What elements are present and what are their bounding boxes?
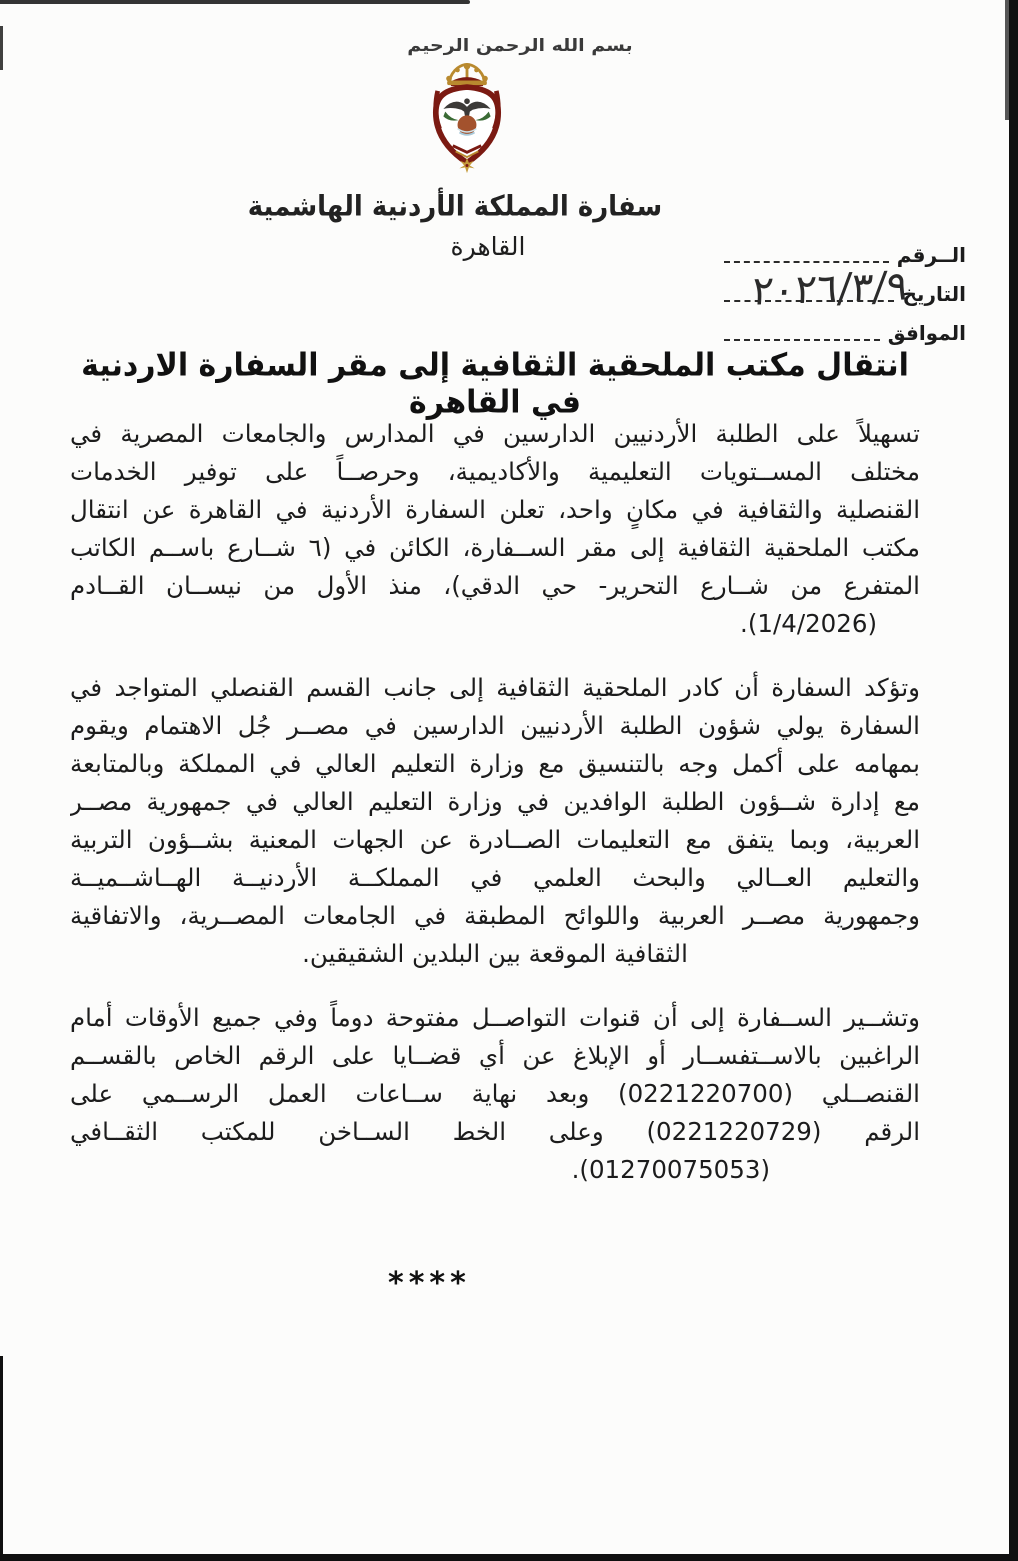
paragraph-3 [70,999,920,1189]
body [70,415,920,1215]
text-line: والتعليم العــالي والبحث العلمي في المملكــة الأردنيــة الهــاشــميــة [70,863,920,892]
text-line: (1/4/2026). [740,609,877,638]
reference-number-row [724,243,966,267]
scan-edge-left-bottom [0,1356,3,1561]
handwritten-date: ٢٠٢٦/٣/٩ [750,263,910,315]
reference-corresponding-blank-line [724,339,880,341]
text-line: القنصلية والثقافية في مكانٍ واحد، تعلن السفارة الأردنية في القاهرة عن انتقال [70,495,920,524]
reference-number-blank-line [724,261,889,263]
text-line: مختلف المســتويات التعليمية والأكاديمية، وحرصــاً على توفير الخدمات [70,457,920,486]
scan-edge-top [0,0,470,4]
text-line: بمهامه على أكمل وجه بالتنسيق مع وزارة التعليم العالي في المملكة وبالمتابعة [70,749,920,778]
city-label: القاهرة [450,232,526,261]
letterhead [0,36,1018,261]
text-line: وتؤكد السفارة أن كادر الملحقية الثقافية إلى جانب القسم القنصلي المتواجد في [70,673,920,702]
text-line: المتفرع من شــارع التحرير- حي الدقي)، منذ الأول من نيســان القــادم [70,571,920,600]
reference-number-label: الــرقم [896,243,966,267]
text-line: السفارة يولي شؤون الطلبة الأردنيين الدارسين في مصــر جُل الاهتمام ويقوم [70,711,920,740]
reference-block [724,243,966,360]
embassy-name-calligraphy: سفارة المملكة الأردنية الهاشمية [247,190,663,224]
text-line: تسهيلاً على الطلبة الأردنيين الدارسين في المدارس والجامعات المصرية في [70,419,920,448]
paragraph-1 [70,415,920,643]
reference-corresponding-label: الموافق [887,321,966,345]
text-line: الثقافية الموقعة بين البلدين الشقيقين. [302,939,688,968]
document-title: انتقال مكتب الملحقية الثقافية إلى مقر السفارة الاردنية في القاهرة [81,347,909,421]
reference-corresponding-row [724,321,966,345]
reference-date-label: التاريخ [902,282,966,306]
footer-separator: **** [388,1266,471,1301]
text-line: العربية، وبما يتفق مع التعليمات الصــادرة عن الجهات المعنية بشــؤون التربية [70,825,920,854]
text-line: (01270075053). [571,1155,770,1184]
text-line: وتشــير الســفارة إلى أن قنوات التواصــل مفتوحة دوماً وفي جميع الأوقات أمام [70,1003,920,1032]
text-line: الراغبين بالاســتفســار أو الإبلاغ عن أي قضــايا على الرقم الخاص بالقســم [70,1041,920,1070]
text-line: مع إدارة شــؤون الطلبة الوافدين في وزارة التعليم العالي في جمهورية مصــر [70,787,920,816]
text-line: القنصــلي (0221220700) وبعد نهاية ســاعات العمل الرســمي على [70,1079,920,1108]
bismillah-calligraphy: بسم الله الرحمن الرحيم [407,36,633,56]
text-line: وجمهورية مصــر العربية واللوائح المطبقة في الجامعات المصــرية، والاتفاقية [70,901,920,930]
scan-edge-bottom [0,1554,1018,1561]
text-line: الرقم (0221220729) وعلى الخط الســاخن للمكتب الثقــافي [70,1117,920,1146]
jordan-coat-of-arms-icon [0,62,976,184]
text-line: مكتب الملحقية الثقافية إلى مقر الســفارة، الكائن في (٦ شــارع باســم الكاتب [70,533,920,562]
paragraph-2 [70,669,920,973]
reference-date-row [724,263,966,315]
